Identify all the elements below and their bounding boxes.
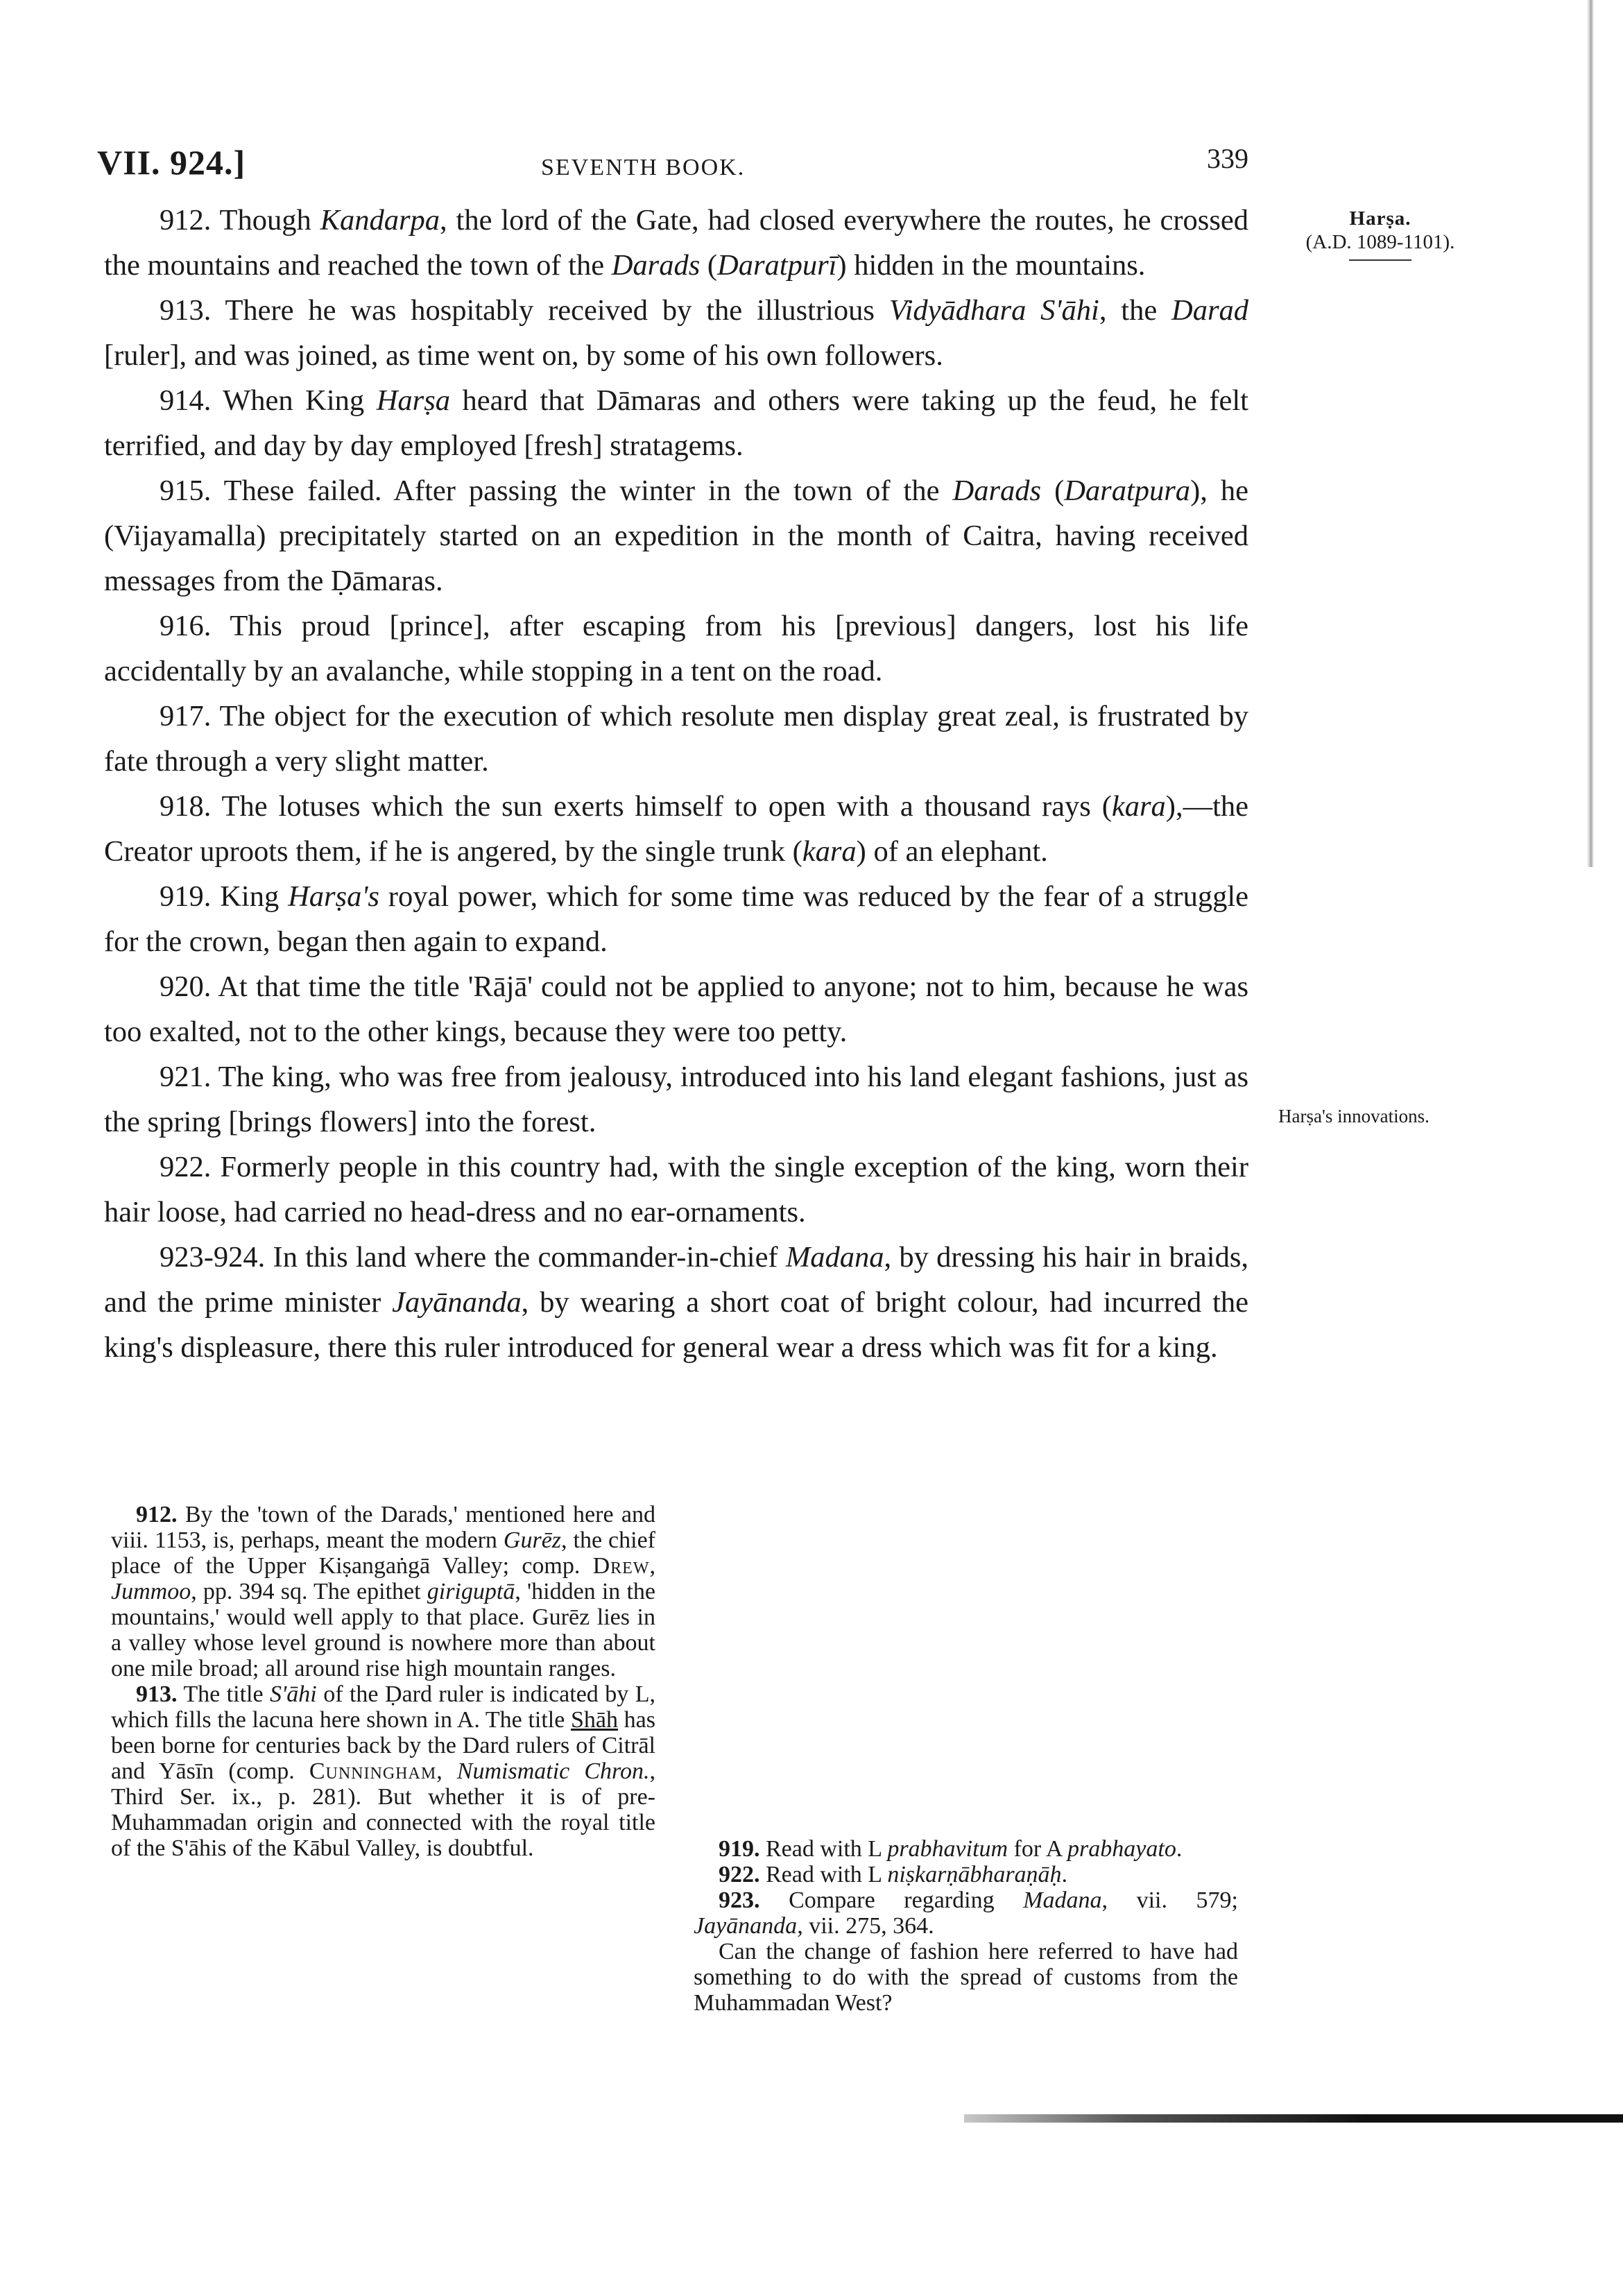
note-text: , (649, 1553, 655, 1579)
verse-text: King (220, 880, 289, 913)
verse-text: The king, who was free from jealousy, introduced into his land elegant fashions, just as the spring [brings flowers] into the forest. (104, 1061, 1249, 1138)
note-text: Compare regarding (789, 1887, 1024, 1913)
margin-note-dates: (A.D. 1089-1101). (1305, 231, 1455, 253)
margin-note-title: Harṣa. (1349, 207, 1411, 230)
note-italic: niṣkarṇābharaṇāḥ (887, 1862, 1062, 1887)
verse-text: , by dressing his hair in braids, and the prime minister (104, 1241, 1249, 1319)
note-italic: Gurēz (503, 1527, 562, 1553)
note-italic: prabhayato (1067, 1836, 1176, 1862)
verse-number: 918. (160, 790, 212, 823)
verse-text: , the lord of the Gate, had closed everywhere the routes, he crossed the mountains and reached the town of the (104, 204, 1248, 282)
verse-number: 912. (160, 204, 212, 237)
note-text: . (1176, 1836, 1183, 1862)
verse-number: 922. (160, 1151, 212, 1183)
verse-912 (104, 198, 1248, 288)
verse-italic: Madana (785, 1241, 884, 1274)
running-head-verse-range: VII. 924.] (97, 143, 246, 182)
note-912 (111, 1502, 655, 1681)
verse-919 (104, 874, 1248, 964)
note-text: has been borne for centuries back by the Dard rulers of Citrāl and Yāsīn (comp. (111, 1707, 655, 1784)
verse-920 (104, 964, 1248, 1054)
note-913 (111, 1681, 655, 1861)
scan-edge-shadow (1587, 0, 1594, 867)
note-number: 913. (136, 1681, 178, 1707)
verse-number: 919. (160, 880, 212, 913)
verse-text: In this land where the commander-in-chief (273, 1241, 786, 1274)
verse-text: ) of an elephant. (856, 835, 1048, 868)
note-text: The title (183, 1681, 270, 1707)
note-text: . (1061, 1862, 1068, 1887)
note-author: Cunningham (309, 1758, 437, 1784)
note-text: , pp. 394 sq. The epithet (191, 1579, 427, 1604)
verse-915 (104, 468, 1248, 603)
note-922 (694, 1862, 1238, 1887)
note-closing: Can the change of fashion here referred to have had something to do with the spread of customs from the Muhammadan West? (694, 1939, 1238, 2016)
verse-913 (104, 288, 1248, 378)
verse-text: [ruler], and was joined, as time went on, by some of his own followers. (104, 339, 943, 372)
bottom-rule (964, 2114, 1623, 2123)
note-underlined: Shāh (571, 1707, 618, 1733)
verse-italic: Daratpurī (717, 249, 837, 282)
verse-text: This proud [prince], after escaping from his [previous] dangers, lost his life accidentally by an avalanche, while stopping in a tent on the road. (104, 610, 1249, 687)
note-919 (694, 1836, 1238, 1862)
note-italic: Jummoo (111, 1579, 191, 1604)
verse-text: These failed. After passing the winter in the town of the (223, 474, 953, 507)
note-number: 912. (136, 1502, 178, 1527)
verse-number: 915. (160, 474, 212, 507)
verse-916 (104, 603, 1248, 694)
note-italic: giriguptā (427, 1579, 515, 1604)
verse-text: , by wearing a short coat of bright colour, had incurred the king's displeasure, there this ruler introduced for general wear a dress which was fit for a king. (104, 1286, 1248, 1364)
note-italic: Numismatic Chron. (456, 1758, 650, 1784)
note-text: , the chief place of the Upper Kiṣangaṅgā Valley; comp. (111, 1527, 655, 1579)
verse-italic: Harṣa (376, 384, 450, 417)
margin-note-harsa (1276, 207, 1484, 261)
verse-921 (104, 1054, 1248, 1145)
verse-italic: Darads (611, 249, 701, 282)
verse-italic: Jayānanda (392, 1286, 522, 1319)
note-text: Read with L (766, 1862, 888, 1887)
verse-text: heard that Dāmaras and others were taking up the feud, he felt terrified, and day by day employed [fresh] stratagems. (104, 384, 1248, 462)
verse-922 (104, 1145, 1248, 1235)
verse-italic: kara (802, 835, 857, 868)
note-italic: S'āhi (270, 1681, 317, 1707)
main-text (104, 198, 1248, 1370)
verse-text: ( (1041, 474, 1065, 507)
verse-914 (104, 378, 1248, 468)
note-italic: Jayānanda (694, 1913, 798, 1939)
verse-number: 923-924. (160, 1241, 266, 1274)
running-head-title: SEVENTH BOOK. (541, 155, 746, 180)
note-text: , Third Ser. ix., p. 281). But whether it is of pre-Muhammadan origin and connected with the royal title of the S'āhis of the Kābul Valley, is doubtful. (111, 1758, 655, 1861)
verse-text: The lotuses which the sun exerts himself to open with a thousand rays ( (221, 790, 1112, 823)
verse-number: 920. (160, 970, 212, 1003)
note-text: Read with L (766, 1836, 888, 1862)
verse-text: Formerly people in this country had, with the single exception of the king, worn their hair loose, had carried no head-dress and no ear-ornaments. (104, 1151, 1249, 1228)
verse-text: ),—the Creator uproots them, if he is angered, by the single trunk ( (104, 790, 1248, 868)
verse-italic: Darads (952, 474, 1042, 507)
verse-text: ), he (Vijayamalla) precipitately started on an expedition in the month of Caitra, having received messages from the Ḍāmaras. (104, 474, 1248, 597)
verse-italic: Harṣa's (288, 880, 379, 913)
verse-italic: kara (1111, 790, 1166, 823)
verse-italic: Daratpura (1064, 474, 1191, 507)
verse-number: 914. (160, 384, 212, 417)
verse-text: , the (1099, 294, 1172, 327)
page-header (97, 142, 1248, 191)
note-text: , (436, 1758, 457, 1784)
verse-text: royal power, which for some time was reduced by the fear of a struggle for the crown, began then again to expand. (104, 880, 1249, 958)
verse-number: 917. (160, 700, 212, 733)
verse-text: ) hidden in the mountains. (836, 249, 1146, 282)
note-italic: prabhavitum (887, 1836, 1008, 1862)
verse-text: There he was hospitably received by the illustrious (225, 294, 889, 327)
verse-text: The object for the execution of which resolute men display great zeal, is frustrated by fate through a very slight matter. (104, 700, 1248, 778)
verse-text: ( (700, 249, 718, 282)
margin-note-innovations: Harṣa's innovations. (1278, 1106, 1429, 1126)
note-text: , 'hidden in the mountains,' would well apply to that place. Gurēz lies in a valley whose level ground is nowhere more than about one mile broad; all around rise high mountain ranges. (111, 1579, 655, 1681)
note-text: for A (1008, 1836, 1068, 1862)
verse-923-924 (104, 1235, 1248, 1370)
verse-number: 913. (160, 294, 212, 327)
verse-text: Though (219, 204, 320, 237)
note-923 (694, 1887, 1238, 1939)
verse-italic: Kandarpa (320, 204, 440, 237)
margin-note-rule (1349, 259, 1411, 261)
note-text: By the 'town of the Darads,' mentioned here and viii. 1153, is, perhaps, meant the modern (111, 1502, 656, 1553)
verse-text: At that time the title 'Rājā' could not be applied to anyone; not to him, because he was too exalted, not to the other kings, because they were too petty. (104, 970, 1248, 1048)
note-number: 923. (719, 1887, 760, 1913)
verse-917 (104, 694, 1248, 784)
note-text: , vii. 275, 364. (797, 1913, 934, 1939)
footnotes-left-column (111, 1502, 655, 1861)
verse-918 (104, 784, 1248, 874)
footnotes-right-column (694, 1502, 1238, 2016)
verse-text: When King (223, 384, 377, 417)
note-author: Drew (592, 1553, 650, 1579)
verse-number: 916. (160, 610, 212, 642)
note-number: 922. (719, 1862, 760, 1887)
note-text: of the Ḍard ruler is indicated by L, which fills the lacuna here shown in A. The title (111, 1681, 655, 1733)
note-italic: Madana (1023, 1887, 1102, 1913)
page-number: 339 (1207, 143, 1248, 174)
note-number: 919. (719, 1836, 760, 1862)
verse-number: 921. (160, 1061, 212, 1093)
verse-italic: Darad (1171, 294, 1249, 327)
note-text: , vii. 579; (1101, 1887, 1239, 1913)
verse-italic: Vidyādhara S'āhi (888, 294, 1099, 327)
